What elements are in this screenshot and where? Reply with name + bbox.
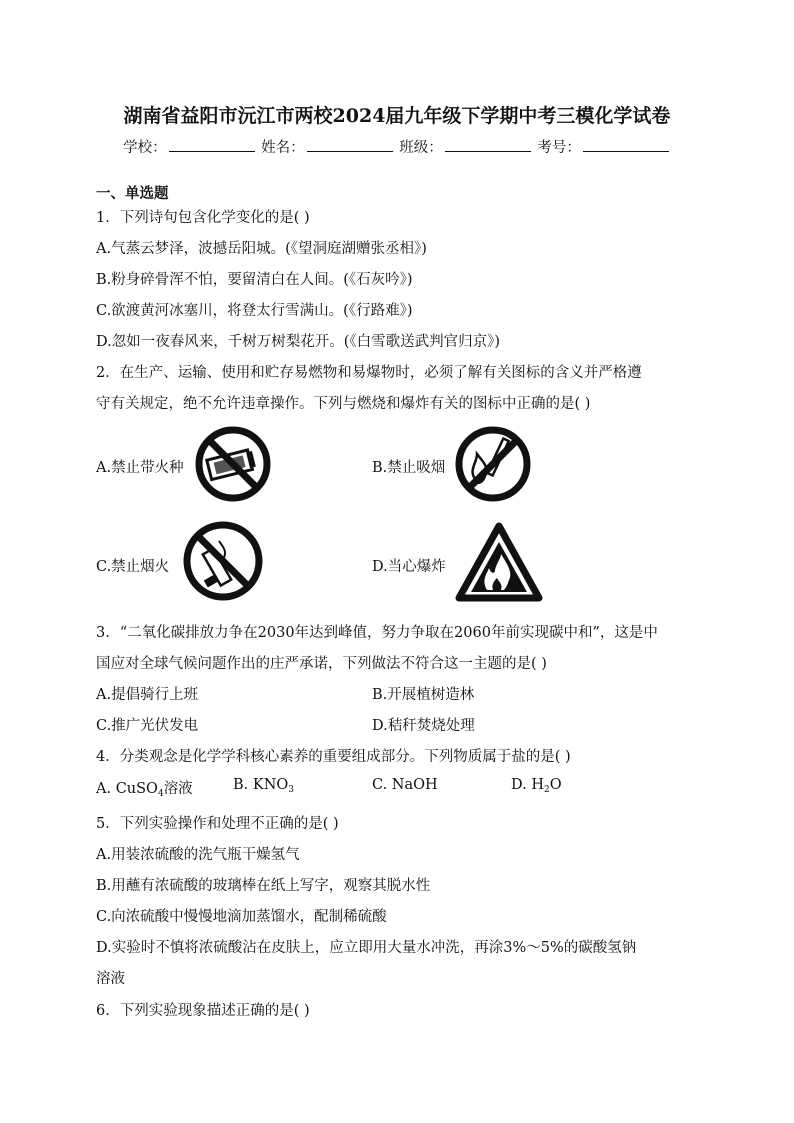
q4-option-c[interactable]: C. NaOH xyxy=(372,777,438,793)
q5-stem: 5．下列实验操作和处理不正确的是( ) xyxy=(96,816,339,832)
student-info-line xyxy=(0,136,794,157)
q5-option-a[interactable]: A.用装浓硫酸的洗气瓶干燥氢气 xyxy=(96,847,300,863)
q5-option-c[interactable]: C.向浓硫酸中慢慢地滴加蒸馏水，配制稀硫酸 xyxy=(96,909,387,925)
q4-option-d[interactable]: D. $H_2O$ xyxy=(511,777,562,795)
number-label: 考号： xyxy=(537,140,581,156)
q1-option-a[interactable]: A.气蒸云梦泽，波撼岳阳城。(《望洞庭湖赠张丞相》) xyxy=(96,241,427,257)
school-blank[interactable] xyxy=(169,138,255,152)
q5-option-d-line1[interactable]: D.实验时不慎将浓硫酸沾在皮肤上，应立即用大量水冲洗，再涂3%～5%的碳酸氢钠 xyxy=(96,940,637,956)
q3-option-c[interactable]: C.推广光伏发电 xyxy=(96,718,199,734)
q3-option-d[interactable]: D.秸秆焚烧处理 xyxy=(372,718,475,734)
q4-option-a[interactable]: A. CuSO$_4$溶液 xyxy=(96,781,193,799)
q3-stem-line2: 国应对全球气候问题作出的庄严承诺，下列做法不符合这一主题的是( ) xyxy=(96,656,547,672)
no-open-flame-sign-icon xyxy=(181,519,265,603)
q3-stem-line1: 3．“二氧化碳排放力争在2030年达到峰值，努力争取在2060年前实现碳中和”，这是中 xyxy=(96,625,658,641)
q1-option-d[interactable]: D.忽如一夜春风来，千树万树梨花开。(《白雪歌送武判官归京》) xyxy=(96,334,501,350)
q5-option-d-line2[interactable]: 溶液 xyxy=(96,971,125,987)
q1-option-b[interactable]: B.粉身碎骨浑不怕，要留清白在人间。(《石灰吟》) xyxy=(96,272,413,288)
q4-option-b[interactable]: B. $KNO_3$ xyxy=(233,777,295,795)
q2-option-b[interactable]: B.禁止吸烟 xyxy=(372,460,446,476)
no-fire-source-sign-icon xyxy=(193,424,273,504)
q2-option-d[interactable]: D.当心爆炸 xyxy=(372,559,446,575)
no-smoking-sign-icon xyxy=(453,424,533,504)
name-blank[interactable] xyxy=(307,138,393,152)
q1-stem: 1．下列诗句包含化学变化的是( ) xyxy=(96,210,310,226)
school-label: 学校： xyxy=(123,140,167,156)
q6-stem: 6．下列实验现象描述正确的是( ) xyxy=(96,1003,310,1019)
q3-option-b[interactable]: B.开展植树造林 xyxy=(372,687,475,703)
class-blank[interactable] xyxy=(445,138,531,152)
q4-stem: 4．分类观念是化学学科核心素养的重要组成部分。下列物质属于盐的是( ) xyxy=(96,749,571,765)
q5-option-b[interactable]: B.用蘸有浓硫酸的玻璃棒在纸上写字，观察其脱水性 xyxy=(96,878,431,894)
number-blank[interactable] xyxy=(583,138,669,152)
q2-option-a[interactable]: A.禁止带火种 xyxy=(96,460,184,476)
explosion-warning-sign-icon xyxy=(455,522,543,602)
section-heading: 一、单选题 xyxy=(96,185,169,202)
exam-title: 湖南省益阳市沅江市两校2024届九年级下学期中考三模化学试卷 xyxy=(123,105,671,127)
q2-stem-line1: 2．在生产、运输、使用和贮存易燃物和易爆物时，必须了解有关图标的含义并严格遵 xyxy=(96,365,642,381)
q3-option-a[interactable]: A.提倡骑行上班 xyxy=(96,687,199,703)
q2-option-c[interactable]: C.禁止烟火 xyxy=(96,559,170,575)
name-label: 姓名： xyxy=(261,140,305,156)
q2-stem-line2: 守有关规定，绝不允许违章操作。下列与燃烧和爆炸有关的图标中正确的是( ) xyxy=(96,396,591,412)
class-label: 班级： xyxy=(399,140,443,156)
q1-option-c[interactable]: C.欲渡黄河冰塞川，将登太行雪满山。(《行路难》) xyxy=(96,303,413,319)
